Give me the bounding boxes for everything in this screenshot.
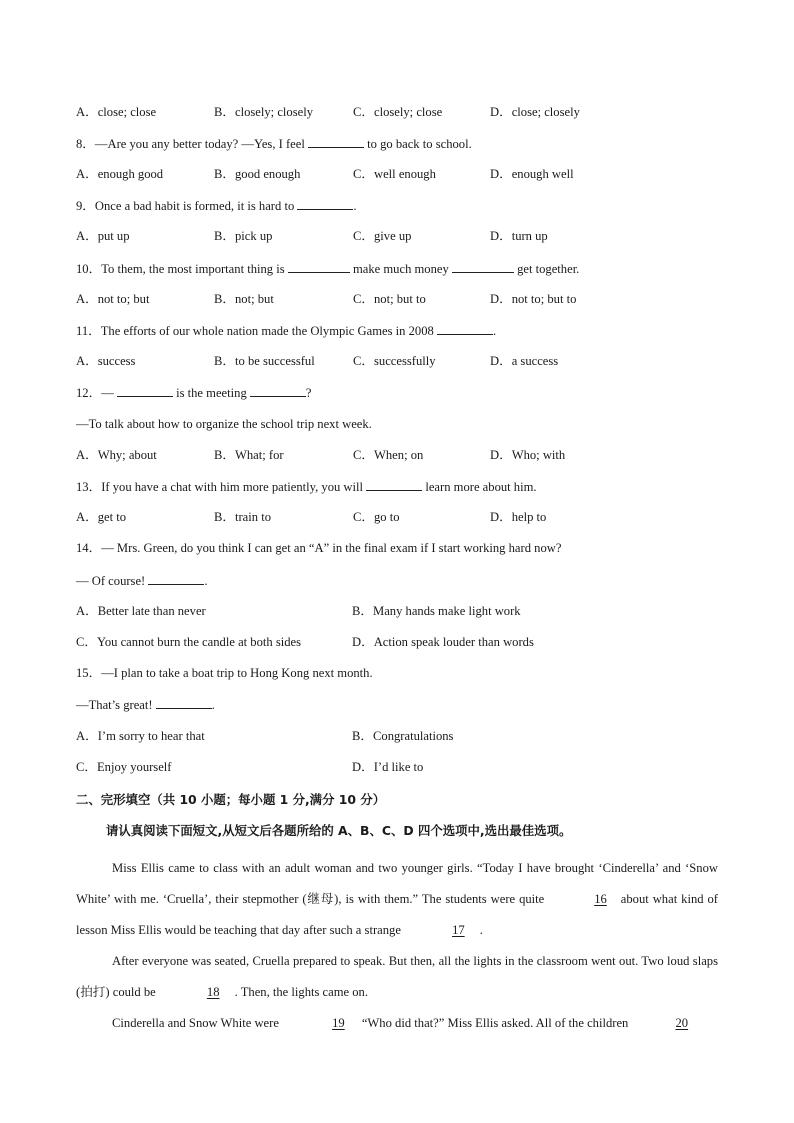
passage-paragraph-3: Cinderella and Snow White were 19 “Who did that?” Miss Ellis asked. All of the children 20 [76, 1008, 718, 1039]
answer-blank[interactable] [148, 572, 204, 585]
q10-option-b: B．not; but [214, 292, 274, 306]
q12-option-c: C．When; on [353, 448, 424, 462]
passage-paragraph-2: After everyone was seated, Cruella prepared to speak. But then, all the lights in the classroom went out. Two loud slaps (拍打) could be 18 . Then, the lights came on. [76, 946, 718, 1008]
q8-option-a: A．enough good [76, 167, 164, 181]
q15-option-c: C．Enjoy yourself [76, 760, 172, 774]
section-instruction: 请认真阅读下面短文,从短文后各题所给的 A、B、C、D 四个选项中,选出最佳选项。 [106, 823, 572, 838]
q8-option-c: C．well enough [353, 167, 436, 181]
answer-blank[interactable] [366, 478, 422, 491]
q13-option-d: D．help to [490, 510, 547, 524]
answer-blank[interactable] [250, 384, 306, 397]
q14-option-a: A．Better late than never [76, 604, 206, 618]
q11-option-d: D．a success [490, 354, 559, 368]
answer-blank[interactable] [117, 384, 173, 397]
q7-option-d: D．close; closely [490, 105, 580, 119]
q15-option-b: B．Congratulations [352, 729, 454, 743]
answer-blank[interactable] [288, 260, 350, 273]
q11-option-c: C．successfully [353, 354, 436, 368]
q11-option-b: B．to be successful [214, 354, 315, 368]
cloze-blank-19[interactable]: 19 [332, 1016, 345, 1030]
q13-option-b: B．train to [214, 510, 272, 524]
q7-option-b: B．closely; closely [214, 105, 313, 119]
answer-blank[interactable] [308, 135, 364, 148]
q15-option-d: D．I’d like to [352, 760, 424, 774]
q12-option-b: B．What; for [214, 448, 284, 462]
q11-option-a: A．success [76, 354, 136, 368]
answer-blank[interactable] [452, 260, 514, 273]
q7-option-a: A．close; close [76, 105, 157, 119]
q9-option-a: A．put up [76, 229, 130, 243]
passage-paragraph-1: Miss Ellis came to class with an adult woman and two younger girls. “Today I have brought ‘Cinderella’ and ‘Snow White’ with me. ‘Cruella’, their stepmother (继母), is with them.” The students were quite 16 about what kind of lesson Miss Ellis would be teaching that day after such a strange 17 . [76, 853, 718, 946]
answer-blank[interactable] [297, 197, 353, 210]
q9-option-b: B．pick up [214, 229, 273, 243]
q14-option-d: D．Action speak louder than words [352, 635, 534, 649]
cloze-blank-17[interactable]: 17 [452, 923, 465, 937]
q12-option-a: A．Why; about [76, 448, 157, 462]
q8-option-b: B．good enough [214, 167, 301, 181]
q8-option-d: D．enough well [490, 167, 574, 181]
q10-option-c: C．not; but to [353, 292, 426, 306]
q12-stem: 12．— is the meeting ? [76, 386, 312, 400]
q10-stem: 10．To them, the most important thing is make much money get together. [76, 262, 580, 276]
answer-blank[interactable] [156, 696, 212, 709]
q14-option-c: C．You cannot burn the candle at both sides [76, 635, 302, 649]
q10-option-d: D．not to; but to [490, 292, 577, 306]
q10-option-a: A．not to; but [76, 292, 150, 306]
q14-option-b: B．Many hands make light work [352, 604, 521, 618]
cloze-blank-20[interactable]: 20 [675, 1016, 689, 1030]
q12-reply: —To talk about how to organize the school trip next week. [76, 417, 372, 431]
q11-stem: 11．The efforts of our whole nation made the Olympic Games in 2008 . [76, 324, 497, 338]
q13-option-c: C．go to [353, 510, 400, 524]
q13-stem: 13．If you have a chat with him more patiently, you will learn more about him. [76, 480, 537, 494]
q15-stem: 15．—I plan to take a boat trip to Hong Kong next month. [76, 666, 373, 680]
q13-option-a: A．get to [76, 510, 127, 524]
q15-option-a: A．I’m sorry to hear that [76, 729, 205, 743]
section-title: 二、完形填空（共 10 小题；每小题 1 分,满分 10 分） [76, 792, 386, 807]
q14-reply: — Of course! . [76, 574, 208, 588]
q9-option-d: D．turn up [490, 229, 548, 243]
cloze-blank-18[interactable]: 18 [206, 985, 220, 999]
q8-stem: 8．—Are you any better today? —Yes, I feel to go back to school. [76, 137, 472, 151]
q9-option-c: C．give up [353, 229, 412, 243]
q12-option-d: D．Who; with [490, 448, 566, 462]
q15-reply: —That’s great! . [76, 698, 215, 712]
cloze-blank-16[interactable]: 16 [594, 892, 607, 906]
q9-stem: 9．Once a bad habit is formed, it is hard to . [76, 199, 357, 213]
answer-blank[interactable] [437, 322, 493, 335]
q14-stem: 14．— Mrs. Green, do you think I can get an “A” in the final exam if I start working hard now? [76, 541, 562, 555]
q7-option-c: C．closely; close [353, 105, 443, 119]
